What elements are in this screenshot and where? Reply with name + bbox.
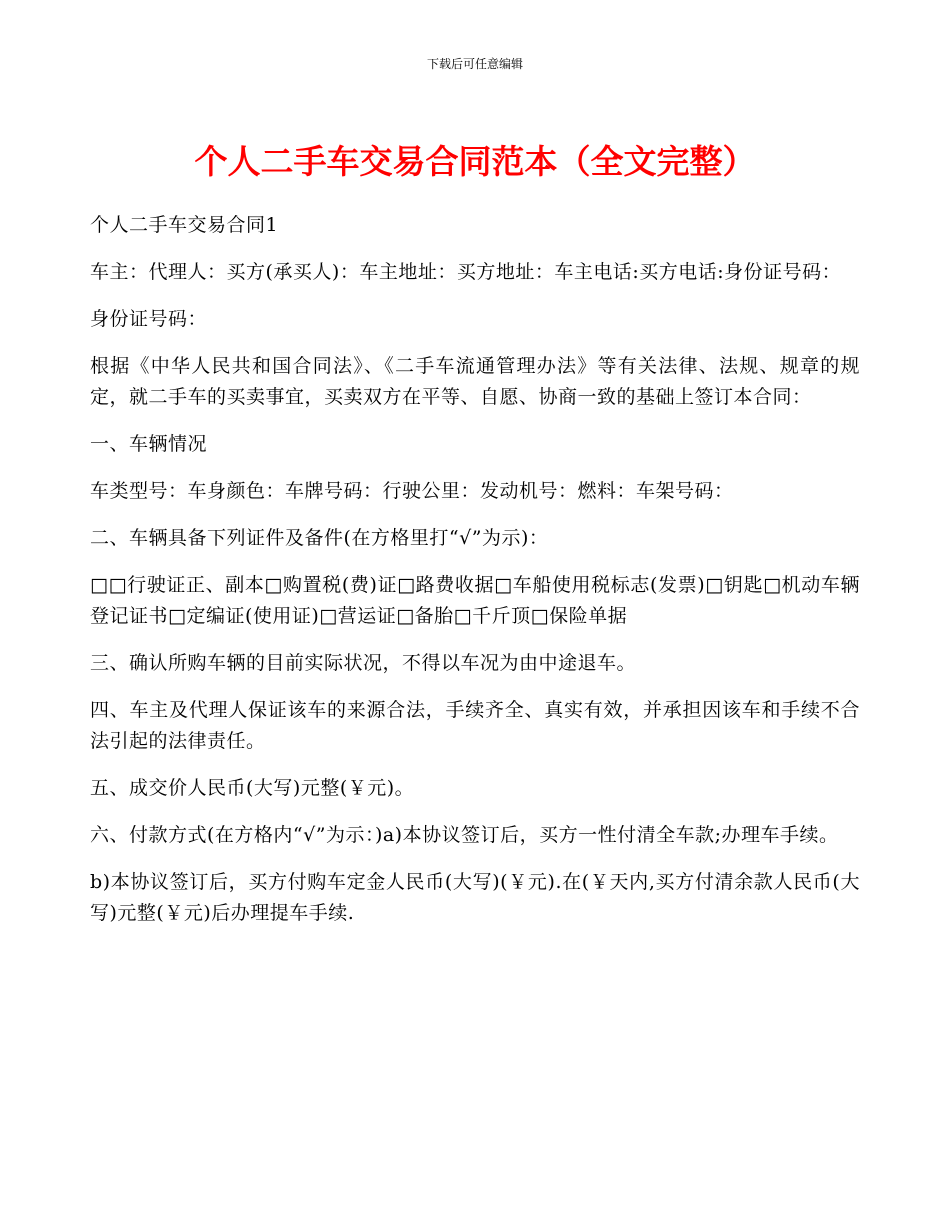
legal-basis-paragraph: 根据《中华人民共和国合同法》、《二手车流通管理办法》等有关法律、法规、规章的规定，就二手车的买卖事宜，买卖双方在平等、自愿、协商一致的基础上签订本合同： [90,355,860,408]
section-heading: 个人二手车交易合同1 [90,214,279,236]
clause-payment-paragraph: 六、付款方式(在方格内“√”为示：)a)本协议签订后，买方一性付清全车款;办理车手续。 [90,824,839,846]
vehicle-details-paragraph: 车类型号：车身颜色：车牌号码：行驶公里：发动机号：燃料：车架号码： [90,480,734,502]
documents-checklist-paragraph: □□行驶证正、副本□购置税(费)证□路费收据□车船使用税标志(发票)□钥匙□机动车辆登记证书□定编证(使用证)□营运证□备胎□千斤顶□保险单据 [90,574,860,627]
party-info-paragraph: 车主：代理人：买方(承买人)：车主地址：买方地址：车主电话:买方电话:身份证号码： [90,261,842,283]
header-note: 下载后可任意编辑 [426,57,523,71]
payment-option-b-paragraph: b)本协议签订后，买方付购车定金人民币(大写)(￥元).在(￥天内,买方付清余款人民币(大写)元整(￥元)后办理提车手续. [90,871,860,924]
clause-documents-heading: 二、车辆具备下列证件及备件(在方格里打“√”为示)： [90,527,549,549]
document-body [90,210,860,945]
document-title: 个人二手车交易合同范本（全文完整） [194,142,756,181]
clause-price-paragraph: 五、成交价人民币(大写)元整(￥元)。 [90,777,415,799]
clause-guarantee-paragraph: 四、车主及代理人保证该车的来源合法，手续齐全、真实有效，并承担因该车和手续不合法引起的法律责任。 [90,699,860,752]
clause-condition-paragraph: 三、确认所购车辆的目前实际状况，不得以车况为由中途退车。 [90,652,637,674]
id-number-paragraph: 身份证号码： [90,308,208,330]
clause-vehicle-heading: 一、车辆情况 [90,433,208,455]
